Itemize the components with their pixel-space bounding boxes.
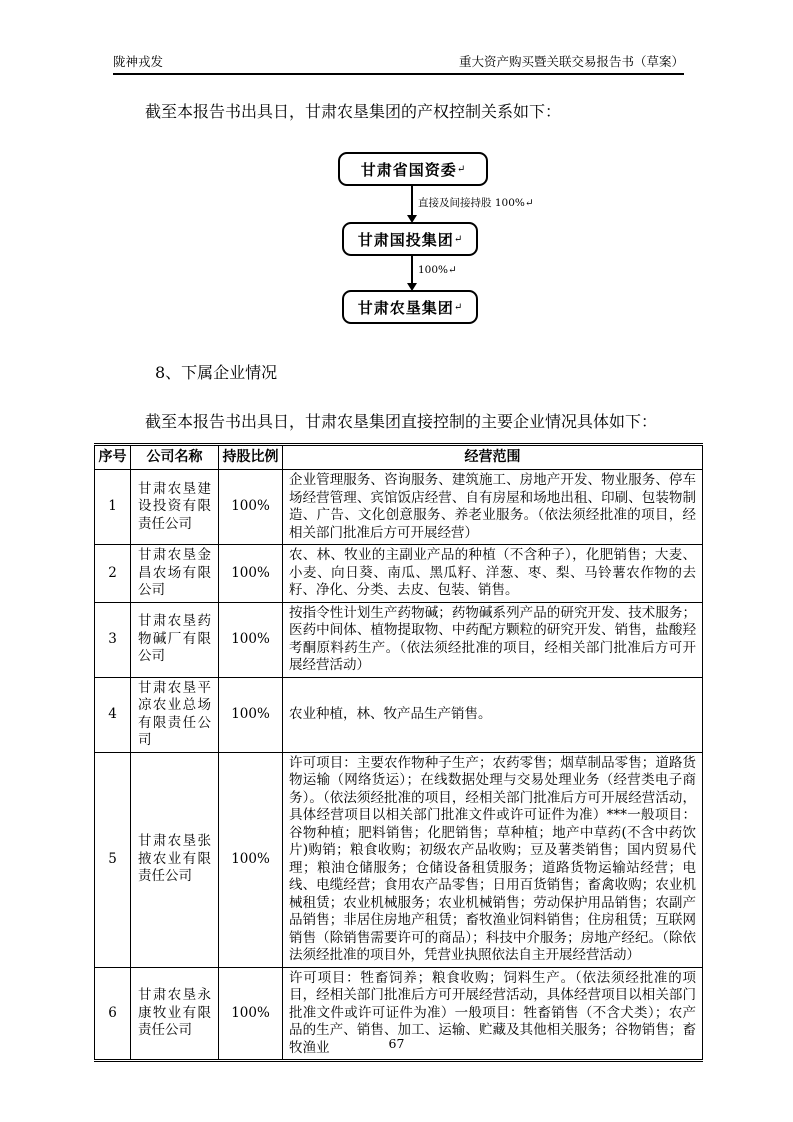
header-left-title: 陇神戎发 — [113, 54, 164, 69]
cell-business-scope: 企业管理服务、咨询服务、建筑施工、房地产开发、物业服务、停车场经营管理、宾馆饭店经营、自有房屋和场地出租、印刷、包装物制造、广告、文化创意服务、养老业服务。（依法须经批准的项目，经相关部门批准后方可开展经营） — [283, 470, 703, 545]
cell-company-name: 甘肃农垦金昌农场有限公司 — [131, 545, 219, 603]
cell-business-scope: 许可项目：主要农作物种子生产；农药零售；烟草制品零售；道路货物运输（网络货运）；在线数据处理与交易处理业务（经营类电子商务）。（依法须经批准的项目，经相关部门批准后方可开展经营活动，具体经营项目以相关部门批准文件或许可证件为准）***一般项目：谷物种植；肥料销售；化肥销售；草种植；地产中草药(不含中药饮片)购销；粮食收购；初级农产品收购；豆及薯类销售；国内贸易代理；粮油仓储服务；仓储设备租赁服务；道路货物运输站经营；电线、电缆经营；食用农产品零售；日用百货销售；畜禽收购；农业机械租赁；农业机械服务；农业机械销售；劳动保护用品销售；农副产品销售；非居住房地产租赁；畜牧渔业饲料销售；住房租赁；互联网销售（除销售需要许可的商品）；科技中介服务；房地产经纪。（除依法须经批准的项目外，凭营业执照依法自主开展经营活动） — [283, 752, 703, 967]
cell-row-number: 3 — [95, 602, 131, 677]
col-header-no: 序号 — [95, 445, 131, 470]
cell-shareholding-ratio: 100% — [219, 602, 283, 677]
subsidiaries-table-wrapper — [94, 443, 702, 1062]
cell-business-scope: 按指令性计划生产药物碱；药物碱系列产品的研究开发、技术服务；医药中间体、植物提取物、中药配方颗粒的研究开发、销售，盐酸羟考酮原料药生产。（依法须经批准的项目，经相关部门批准后方可开展经营活动） — [283, 602, 703, 677]
paragraph-return-mark: ↵ — [453, 301, 463, 313]
edge-label-100pct: 100%↵ — [418, 264, 457, 276]
cell-row-number: 2 — [95, 545, 131, 603]
cell-row-number: 1 — [95, 470, 131, 545]
section-heading-subsidiaries: 8、下属企业情况 — [155, 363, 278, 382]
cell-shareholding-ratio: 100% — [219, 677, 283, 752]
cell-row-number: 6 — [95, 967, 131, 1061]
col-header-company: 公司名称 — [131, 445, 219, 470]
cell-shareholding-ratio: 100% — [219, 967, 283, 1061]
subsidiaries-table — [94, 443, 703, 1062]
cell-company-name: 甘肃农垦建设投资有限责任公司 — [131, 470, 219, 545]
table-row — [95, 677, 703, 752]
cell-company-name: 甘肃农垦平凉农业总场有限责任公司 — [131, 677, 219, 752]
cell-company-name: 甘肃农垦张掖农业有限责任公司 — [131, 752, 219, 967]
cell-shareholding-ratio: 100% — [219, 545, 283, 603]
header-right-title: 重大资产购买暨关联交易报告书（草案） — [458, 54, 684, 69]
intro-paragraph-subsidiaries: 截至本报告书出具日，甘肃农垦集团直接控制的主要企业情况具体如下： — [145, 412, 658, 431]
cell-row-number: 5 — [95, 752, 131, 967]
table-header-row — [95, 445, 703, 470]
cell-company-name: 甘肃农垦药物碱厂有限公司 — [131, 602, 219, 677]
cell-business-scope: 农业种植，林、牧产品生产销售。 — [283, 677, 703, 752]
cell-shareholding-ratio: 100% — [219, 752, 283, 967]
running-header — [113, 52, 684, 75]
org-node-label: 甘肃国投集团 — [357, 230, 454, 249]
intro-paragraph-ownership: 截至本报告书出具日，甘肃农垦集团的产权控制关系如下： — [145, 102, 562, 121]
edge-label-direct-indirect: 直接及间接持股 100%↵ — [418, 197, 534, 209]
cell-company-name: 甘肃农垦永康牧业有限责任公司 — [131, 967, 219, 1061]
ownership-structure-diagram — [0, 125, 793, 325]
cell-row-number: 4 — [95, 677, 131, 752]
col-header-scope: 经营范围 — [283, 445, 703, 470]
org-node-sasac — [338, 152, 488, 186]
cell-business-scope: 许可项目：牲畜饲养；粮食收购；饲料生产。（依法须经批准的项目，经相关部门批准后方可开展经营活动，具体经营项目以相关部门批准文件或许可证件为准）一般项目：牲畜销售（不含犬类）；农产品的生产、销售、加工、运输、贮藏及其他相关服务；谷物销售；畜牧渔业 — [283, 967, 703, 1061]
col-header-ratio: 持股比例 — [219, 445, 283, 470]
table-row — [95, 470, 703, 545]
table-row — [95, 752, 703, 967]
org-node-guotou — [342, 222, 478, 256]
org-node-label: 甘肃省国资委 — [360, 160, 457, 179]
org-node-label: 甘肃农垦集团 — [357, 298, 454, 317]
arrow-connector — [411, 256, 413, 284]
org-node-nongken — [342, 290, 478, 324]
cell-shareholding-ratio: 100% — [219, 470, 283, 545]
page-number: 67 — [388, 1036, 405, 1051]
table-row — [95, 602, 703, 677]
paragraph-return-mark: ↵ — [453, 233, 463, 245]
cell-business-scope: 农、林、牧业的主副业产品的种植（不含种子），化肥销售；大麦、小麦、向日葵、南瓜、黑瓜籽、洋葱、枣、梨、马铃薯农作物的去籽、净化、分类、去皮、包装、销售。 — [283, 545, 703, 603]
table-row — [95, 545, 703, 603]
paragraph-return-mark: ↵ — [456, 163, 466, 175]
arrow-connector — [411, 186, 413, 217]
